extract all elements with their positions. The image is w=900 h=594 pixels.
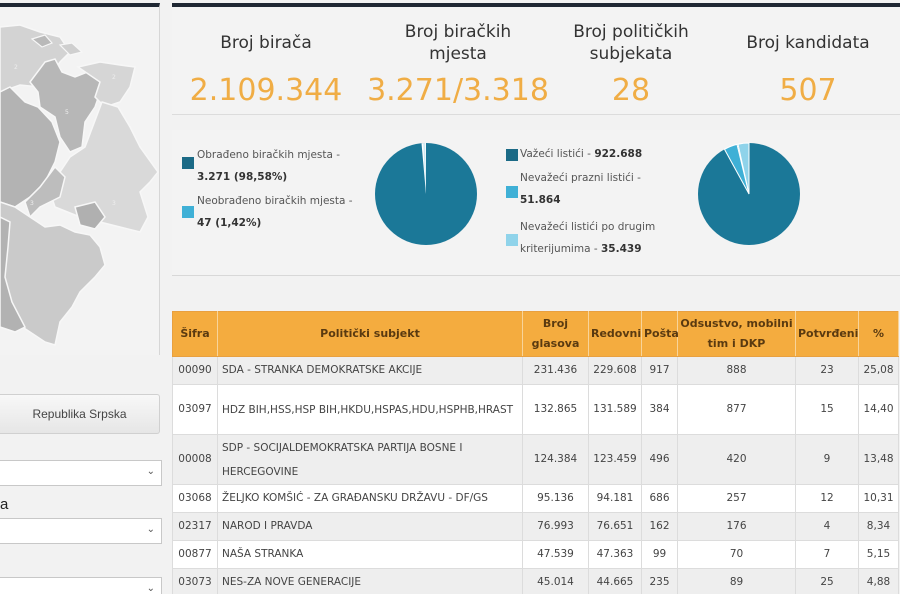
cell-name: NES-ZA NOVE GENERACIJE bbox=[218, 569, 523, 594]
legend-text: Važeći listići - bbox=[520, 148, 591, 160]
cell-percent: 25,08 bbox=[859, 357, 899, 385]
header-code[interactable]: Šifra bbox=[173, 312, 218, 357]
cell-votes: 76.993 bbox=[523, 513, 589, 541]
cell-code: 03068 bbox=[173, 485, 218, 513]
stat-voters bbox=[176, 19, 356, 109]
cell-code: 02317 bbox=[173, 513, 218, 541]
chevron-down-icon: ⌄ bbox=[146, 524, 155, 535]
cell-regular: 47.363 bbox=[589, 541, 642, 569]
cell-mail: 686 bbox=[642, 485, 678, 513]
cell-name: SDA - STRANKA DEMOKRATSKE AKCIJE bbox=[218, 357, 523, 385]
cell-mail: 917 bbox=[642, 357, 678, 385]
header-absentee[interactable]: Odsustvo, mobilni tim i DKP bbox=[678, 312, 796, 357]
header-regular[interactable]: Redovni bbox=[589, 312, 642, 357]
cell-confirmed: 9 bbox=[796, 435, 859, 485]
stat-label: Broj kandidata bbox=[746, 33, 870, 53]
stat-political-subjects bbox=[556, 19, 706, 109]
legend-value: 3.271 (98,58%) bbox=[197, 171, 288, 183]
legend-text: Nevažeći prazni listići - bbox=[520, 172, 641, 184]
cell-votes: 47.539 bbox=[523, 541, 589, 569]
map-region-label: 3 bbox=[112, 200, 116, 207]
cell-votes: 124.384 bbox=[523, 435, 589, 485]
header-confirmed[interactable]: Potvrđeni bbox=[796, 312, 859, 357]
cell-code: 03097 bbox=[173, 385, 218, 435]
stat-label: Broj birača bbox=[220, 33, 312, 53]
stat-value: 28 bbox=[611, 73, 651, 108]
map-region-label: 5 bbox=[65, 109, 69, 116]
stat-value: 2.109.344 bbox=[189, 73, 343, 108]
table-row[interactable] bbox=[173, 435, 899, 485]
cell-percent: 4,88 bbox=[859, 569, 899, 594]
header-mail[interactable]: Pošta bbox=[642, 312, 678, 357]
table-row[interactable] bbox=[173, 541, 899, 569]
cell-confirmed: 23 bbox=[796, 357, 859, 385]
sidebar bbox=[0, 0, 163, 594]
cell-votes: 45.014 bbox=[523, 569, 589, 594]
legend-swatch-unprocessed bbox=[182, 206, 194, 218]
map-region-label: 3 bbox=[30, 200, 34, 207]
cell-votes: 132.865 bbox=[523, 385, 589, 435]
cell-mail: 496 bbox=[642, 435, 678, 485]
legend-invalid-other bbox=[520, 216, 690, 260]
cell-absentee: 888 bbox=[678, 357, 796, 385]
cell-confirmed: 15 bbox=[796, 385, 859, 435]
cell-votes: 95.136 bbox=[523, 485, 589, 513]
cell-absentee: 89 bbox=[678, 569, 796, 594]
cell-name: NAŠA STRANKA bbox=[218, 541, 523, 569]
cell-absentee: 877 bbox=[678, 385, 796, 435]
cell-confirmed: 25 bbox=[796, 569, 859, 594]
cell-confirmed: 4 bbox=[796, 513, 859, 541]
cell-name: NAROD I PRAVDA bbox=[218, 513, 523, 541]
legend-processed bbox=[197, 144, 372, 188]
legend-value: 922.688 bbox=[594, 148, 643, 160]
header-percent[interactable]: % bbox=[859, 312, 899, 357]
cell-code: 03073 bbox=[173, 569, 218, 594]
cell-name: HDZ BIH,HSS,HSP BIH,HKDU,HSPAS,HDU,HSPHB,HRAST bbox=[218, 385, 523, 435]
legend-text: Nevažeći listići po drugim bbox=[520, 221, 656, 233]
legend-swatch-valid bbox=[506, 149, 518, 161]
stat-label: Broj biračkih mjesta bbox=[404, 22, 512, 64]
results-table bbox=[172, 311, 899, 594]
cell-code: 00090 bbox=[173, 357, 218, 385]
filter-select-2[interactable] bbox=[0, 518, 162, 544]
filter-select-1[interactable] bbox=[0, 460, 162, 486]
table-row[interactable] bbox=[173, 385, 899, 435]
stat-polling-stations bbox=[358, 19, 558, 109]
stat-value: 3.271/3.318 bbox=[367, 73, 549, 108]
legend-swatch-invalid-other bbox=[506, 234, 518, 246]
electoral-units-map[interactable] bbox=[0, 3, 160, 355]
cell-confirmed: 12 bbox=[796, 485, 859, 513]
legend-swatch-invalid-blank bbox=[506, 186, 518, 198]
chevron-down-icon: ⌄ bbox=[146, 583, 155, 594]
cell-code: 00008 bbox=[173, 435, 218, 485]
stat-candidates bbox=[720, 19, 896, 109]
select-label: a bbox=[0, 496, 9, 513]
map-region-label: 2 bbox=[112, 74, 116, 81]
stat-label: Broj političkih subjekata bbox=[573, 22, 689, 64]
cell-percent: 10,31 bbox=[859, 485, 899, 513]
cell-percent: 13,48 bbox=[859, 435, 899, 485]
legend-value: 35.439 bbox=[600, 243, 642, 255]
cell-mail: 235 bbox=[642, 569, 678, 594]
legend-invalid-blank bbox=[520, 167, 690, 211]
cell-absentee: 176 bbox=[678, 513, 796, 541]
cell-regular: 123.459 bbox=[589, 435, 642, 485]
results-table-container bbox=[172, 311, 900, 594]
header-political-subject[interactable]: Politički subjekt bbox=[218, 312, 523, 357]
cell-percent: 8,34 bbox=[859, 513, 899, 541]
cell-regular: 44.665 bbox=[589, 569, 642, 594]
legend-swatch-processed bbox=[182, 157, 194, 169]
table-row[interactable] bbox=[173, 485, 899, 513]
table-row[interactable] bbox=[173, 357, 899, 385]
cell-votes: 231.436 bbox=[523, 357, 589, 385]
header-votes[interactable]: Broj glasova bbox=[523, 312, 589, 357]
republika-srpska-button[interactable]: Republika Srpska bbox=[0, 394, 160, 434]
legend-valid bbox=[520, 143, 690, 165]
stat-value: 507 bbox=[779, 73, 837, 108]
cell-regular: 76.651 bbox=[589, 513, 642, 541]
pie-chart-ballots[interactable] bbox=[697, 142, 801, 246]
pie-chart-polling-stations[interactable] bbox=[374, 142, 478, 246]
filter-select-3[interactable] bbox=[0, 577, 162, 594]
legend-text: kriterijumima - bbox=[520, 243, 598, 255]
cell-absentee: 70 bbox=[678, 541, 796, 569]
charts-panel bbox=[172, 130, 900, 276]
chevron-down-icon: ⌄ bbox=[146, 466, 155, 477]
cell-regular: 131.589 bbox=[589, 385, 642, 435]
legend-text: Obrađeno biračkih mjesta - bbox=[197, 149, 341, 161]
cell-mail: 162 bbox=[642, 513, 678, 541]
legend-text: Neobrađeno biračkih mjesta - bbox=[197, 195, 353, 207]
map-region-label: 2 bbox=[14, 64, 18, 71]
cell-percent: 5,15 bbox=[859, 541, 899, 569]
cell-absentee: 420 bbox=[678, 435, 796, 485]
cell-name: ŽELJKO KOMŠIĆ - ZA GRAĐANSKU DRŽAVU - DF/GS bbox=[218, 485, 523, 513]
map-graphic[interactable] bbox=[0, 7, 160, 355]
legend-value: 51.864 bbox=[520, 194, 561, 206]
cell-regular: 94.181 bbox=[589, 485, 642, 513]
table-row[interactable] bbox=[173, 513, 899, 541]
cell-absentee: 257 bbox=[678, 485, 796, 513]
cell-regular: 229.608 bbox=[589, 357, 642, 385]
table-row[interactable] bbox=[173, 569, 899, 594]
summary-stats-panel bbox=[172, 3, 900, 115]
cell-percent: 14,40 bbox=[859, 385, 899, 435]
cell-mail: 384 bbox=[642, 385, 678, 435]
cell-name: SDP - SOCIJALDEMOKRATSKA PARTIJA BOSNE I HERCEGOVINE bbox=[218, 435, 523, 485]
cell-mail: 99 bbox=[642, 541, 678, 569]
table-header-row bbox=[173, 312, 899, 357]
legend-value: 47 (1,42%) bbox=[197, 217, 262, 229]
cell-confirmed: 7 bbox=[796, 541, 859, 569]
cell-code: 00877 bbox=[173, 541, 218, 569]
legend-unprocessed bbox=[197, 190, 372, 234]
